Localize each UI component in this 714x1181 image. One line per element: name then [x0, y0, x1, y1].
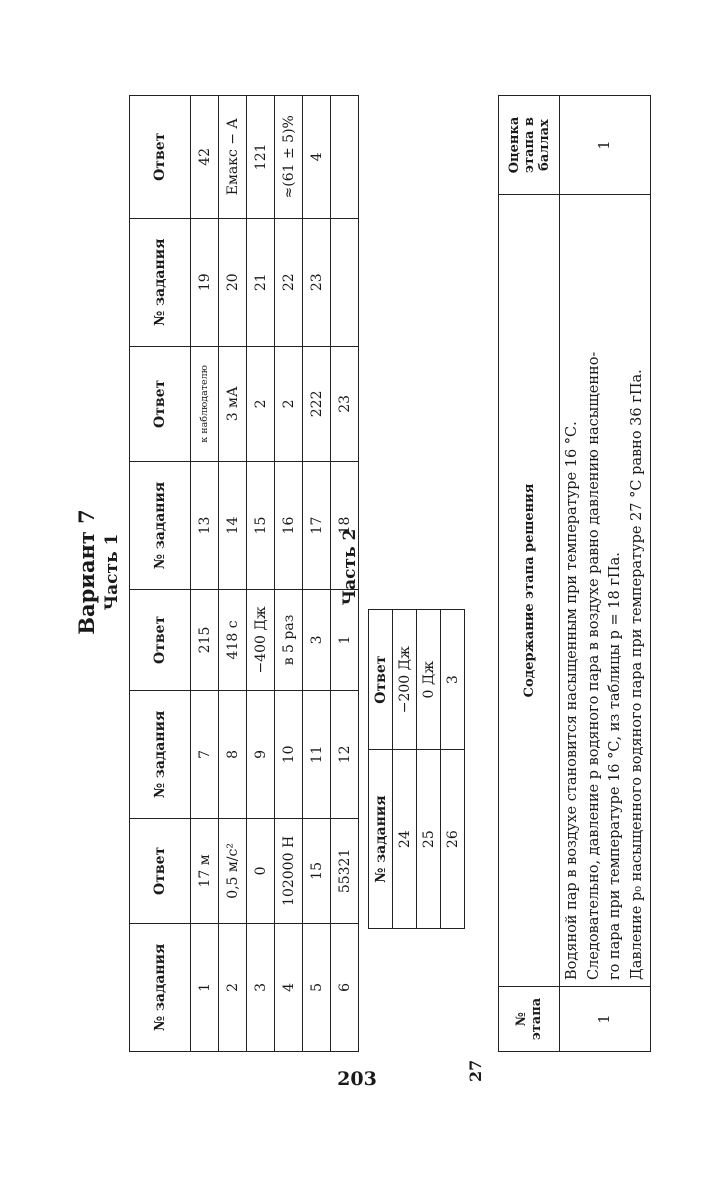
task-number: 2: [219, 923, 247, 1051]
task-number: 22: [275, 218, 303, 346]
header-stage-score: Оценка этапа в баллах: [499, 96, 560, 195]
answer: 2: [247, 346, 275, 461]
answer: 4: [303, 96, 331, 219]
answer: 3: [441, 610, 465, 750]
task-number: 21: [247, 218, 275, 346]
answer: 3 мА: [219, 346, 247, 461]
answer: 3: [303, 590, 331, 691]
page-number: 203: [337, 1068, 377, 1090]
table-row: [441, 610, 465, 929]
task-number: 13: [191, 461, 219, 589]
solution-stages-table: [498, 95, 651, 1052]
answer: 418 с: [219, 590, 247, 691]
task-number: 4: [275, 923, 303, 1051]
task-number: 9: [247, 690, 275, 818]
answer: 15: [303, 819, 331, 924]
table-header-row: [130, 96, 191, 1052]
table-row: [393, 610, 417, 929]
table-row: [219, 96, 247, 1052]
header-answer: Ответ: [130, 590, 191, 691]
stage-line: Водяной пар в воздухе становится насыщенным при температуре 16 °С.: [564, 421, 580, 980]
answer: в 5 раз: [275, 590, 303, 691]
answer: 0: [247, 819, 275, 924]
task-number: 15: [247, 461, 275, 589]
table-row: [560, 96, 651, 1052]
header-task-number: № задания: [130, 923, 191, 1051]
table-header-row: [369, 610, 393, 929]
answer: −200 Дж: [393, 610, 417, 750]
answer: 102000 Н: [275, 819, 303, 924]
task-number: 20: [219, 218, 247, 346]
header-task-number: № задания: [369, 750, 393, 929]
stage-number: 1: [560, 987, 651, 1052]
table-row: [303, 96, 331, 1052]
part1-answers-table: [129, 95, 359, 1052]
header-task-number: № задания: [130, 461, 191, 589]
task-number: 7: [191, 690, 219, 818]
table-row: [417, 610, 441, 929]
answer: ≈(61 ± 5)%: [275, 96, 303, 219]
part1-title: Часть 1: [102, 533, 122, 611]
table-header-row: [499, 96, 560, 1052]
task-number: 23: [303, 218, 331, 346]
table-row: [275, 96, 303, 1052]
task-number: 6: [331, 923, 359, 1051]
task-number: [331, 218, 359, 346]
header-answer: Ответ: [369, 610, 393, 750]
stage-score: 1: [560, 96, 651, 195]
answer: −400 Дж: [247, 590, 275, 691]
answer: 215: [191, 590, 219, 691]
header-task-number: № задания: [130, 690, 191, 818]
header-answer: Ответ: [130, 96, 191, 219]
answer: 222: [303, 346, 331, 461]
answer: 0 Дж: [417, 610, 441, 750]
answer: 121: [247, 96, 275, 219]
task-number: 26: [441, 750, 465, 929]
stage-content: [560, 195, 651, 987]
part2-answers-table: [368, 609, 465, 929]
answer: [331, 96, 359, 219]
header-answer: Ответ: [130, 346, 191, 461]
header-task-number: № задания: [130, 218, 191, 346]
table-row: [247, 96, 275, 1052]
variant-title: Вариант 7: [74, 509, 99, 635]
task-number: 24: [393, 750, 417, 929]
answer: Eмакс − A: [219, 96, 247, 219]
header-stage-content: Содержание этапа решения: [499, 195, 560, 987]
answer: к наблюдателю: [191, 346, 219, 461]
answer: 42: [191, 96, 219, 219]
stage-line: го пара при температуре 16 °С, из таблицы p = 18 гПа.: [607, 552, 623, 980]
header-stage-number: № этапа: [499, 987, 560, 1052]
task-number: 25: [417, 750, 441, 929]
answer: 23: [331, 346, 359, 461]
task-number: 14: [219, 461, 247, 589]
task-number: 18: [331, 461, 359, 589]
answer: 17 м: [191, 819, 219, 924]
answer: 0,5 м/с²: [219, 819, 247, 924]
task-number: 10: [275, 690, 303, 818]
task-number: 1: [191, 923, 219, 1051]
answer: 55321: [331, 819, 359, 924]
task-number: 12: [331, 690, 359, 818]
stage-line: Давление p₀ насыщенного водяного пара при температуре 27 °С равно 36 гПа.: [628, 369, 645, 980]
header-answer: Ответ: [130, 819, 191, 924]
task-number: 11: [303, 690, 331, 818]
task-number: 19: [191, 218, 219, 346]
table-row: [191, 96, 219, 1052]
problem-number: 27: [466, 1059, 485, 1082]
task-number: 8: [219, 690, 247, 818]
task-number: 5: [303, 923, 331, 1051]
task-number: 17: [303, 461, 331, 589]
stage-line: Следовательно, давление p водяного пара в воздухе равно давлению насыщенно-: [585, 351, 602, 980]
answer: 2: [275, 346, 303, 461]
answer: 1: [331, 590, 359, 691]
task-number: 3: [247, 923, 275, 1051]
part2-title: Часть 2: [340, 528, 360, 606]
task-number: 16: [275, 461, 303, 589]
